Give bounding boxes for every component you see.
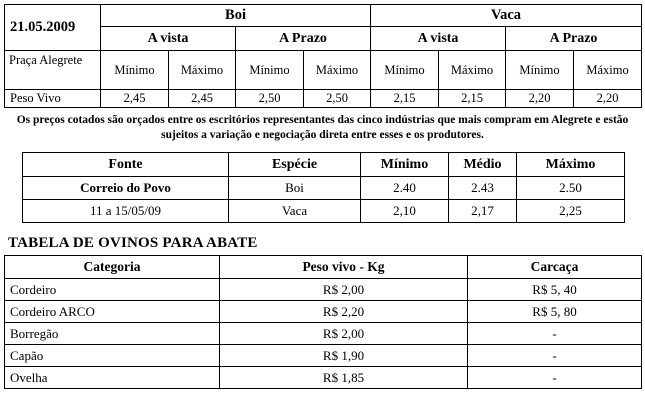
price-cell: 2,15	[371, 90, 439, 108]
table-row	[5, 279, 642, 301]
live-weight-price: R$ 2,00	[220, 323, 468, 345]
table-row	[5, 51, 642, 90]
column-group-vaca: Vaca	[371, 5, 642, 27]
category-cell: Ovelha	[5, 367, 220, 389]
table-row	[5, 345, 642, 367]
col-header-medio: Médio	[449, 153, 517, 177]
minmax-header: Mínimo	[371, 51, 439, 90]
price-cell: 2,20	[574, 90, 642, 108]
col-header-fonte: Fonte	[23, 153, 229, 177]
category-cell: Cordeiro ARCO	[5, 301, 220, 323]
live-weight-price: R$ 1,85	[220, 367, 468, 389]
min-cell: 2,10	[361, 200, 449, 223]
price-cell: 2,50	[236, 90, 304, 108]
species-cell: Boi	[229, 177, 361, 200]
avg-cell: 2.43	[449, 177, 517, 200]
table-row	[5, 301, 642, 323]
max-cell: 2,25	[517, 200, 625, 223]
table-row	[5, 27, 642, 51]
table-row	[5, 256, 642, 279]
cattle-price-table	[4, 4, 642, 108]
source-name: Correio do Povo	[23, 177, 229, 200]
live-weight-price: R$ 2,20	[220, 301, 468, 323]
category-cell: Capão	[5, 345, 220, 367]
carcass-price: -	[468, 323, 642, 345]
minmax-header: Máximo	[304, 51, 371, 90]
report-date: 21.05.2009	[5, 5, 101, 51]
category-cell: Cordeiro	[5, 279, 220, 301]
ovinos-title: TABELA DE OVINOS PARA ABATE	[8, 235, 258, 252]
col-header-minimo: Mínimo	[361, 153, 449, 177]
live-weight-price: R$ 2,00	[220, 279, 468, 301]
col-header-categoria: Categoria	[5, 256, 220, 279]
minmax-header: Mínimo	[506, 51, 574, 90]
boi-a-prazo-header: A Prazo	[236, 27, 371, 51]
price-cell: 2,20	[506, 90, 574, 108]
price-cell: 2,15	[439, 90, 506, 108]
col-header-carcaca: Carcaça	[468, 256, 642, 279]
table-row	[23, 200, 625, 223]
carcass-price: -	[468, 367, 642, 389]
minmax-header: Mínimo	[101, 51, 169, 90]
col-header-especie: Espécie	[229, 153, 361, 177]
table-row	[23, 177, 625, 200]
vaca-a-prazo-header: A Prazo	[506, 27, 642, 51]
minmax-header: Máximo	[169, 51, 236, 90]
col-header-maximo: Máximo	[517, 153, 625, 177]
price-cell: 2,45	[101, 90, 169, 108]
table-row	[23, 153, 625, 177]
column-group-boi: Boi	[101, 5, 371, 27]
carcass-price: R$ 5, 40	[468, 279, 642, 301]
category-cell: Borregão	[5, 323, 220, 345]
document-page	[0, 4, 645, 408]
table-row	[5, 367, 642, 389]
table-row	[5, 90, 642, 108]
col-header-peso-vivo: Peso vivo - Kg	[220, 256, 468, 279]
price-note: Os preços cotados são orçados entre os escritórios representantes das cinco indústrias que mais compram em Alegrete e estão sujeitos a variação e negociação direta entre esses e os produtores.	[16, 114, 629, 142]
avg-cell: 2,17	[449, 200, 517, 223]
price-cell: 2,50	[304, 90, 371, 108]
max-cell: 2.50	[517, 177, 625, 200]
price-cell: 2,45	[169, 90, 236, 108]
minmax-header: Máximo	[574, 51, 642, 90]
carcass-price: -	[468, 345, 642, 367]
ovinos-table	[4, 255, 642, 389]
table-row	[5, 5, 642, 27]
source-table-wrapper	[22, 152, 645, 223]
carcass-price: R$ 5, 80	[468, 301, 642, 323]
minmax-header: Máximo	[439, 51, 506, 90]
source-period: 11 a 15/05/09	[23, 200, 229, 223]
table-row	[5, 323, 642, 345]
boi-a-vista-header: A vista	[101, 27, 236, 51]
row-label-peso-vivo: Peso Vivo	[5, 90, 101, 108]
min-cell: 2.40	[361, 177, 449, 200]
place-label: Praça Alegrete	[5, 51, 101, 90]
vaca-a-vista-header: A vista	[371, 27, 506, 51]
species-cell: Vaca	[229, 200, 361, 223]
live-weight-price: R$ 1,90	[220, 345, 468, 367]
source-price-table	[22, 152, 625, 223]
minmax-header: Mínimo	[236, 51, 304, 90]
